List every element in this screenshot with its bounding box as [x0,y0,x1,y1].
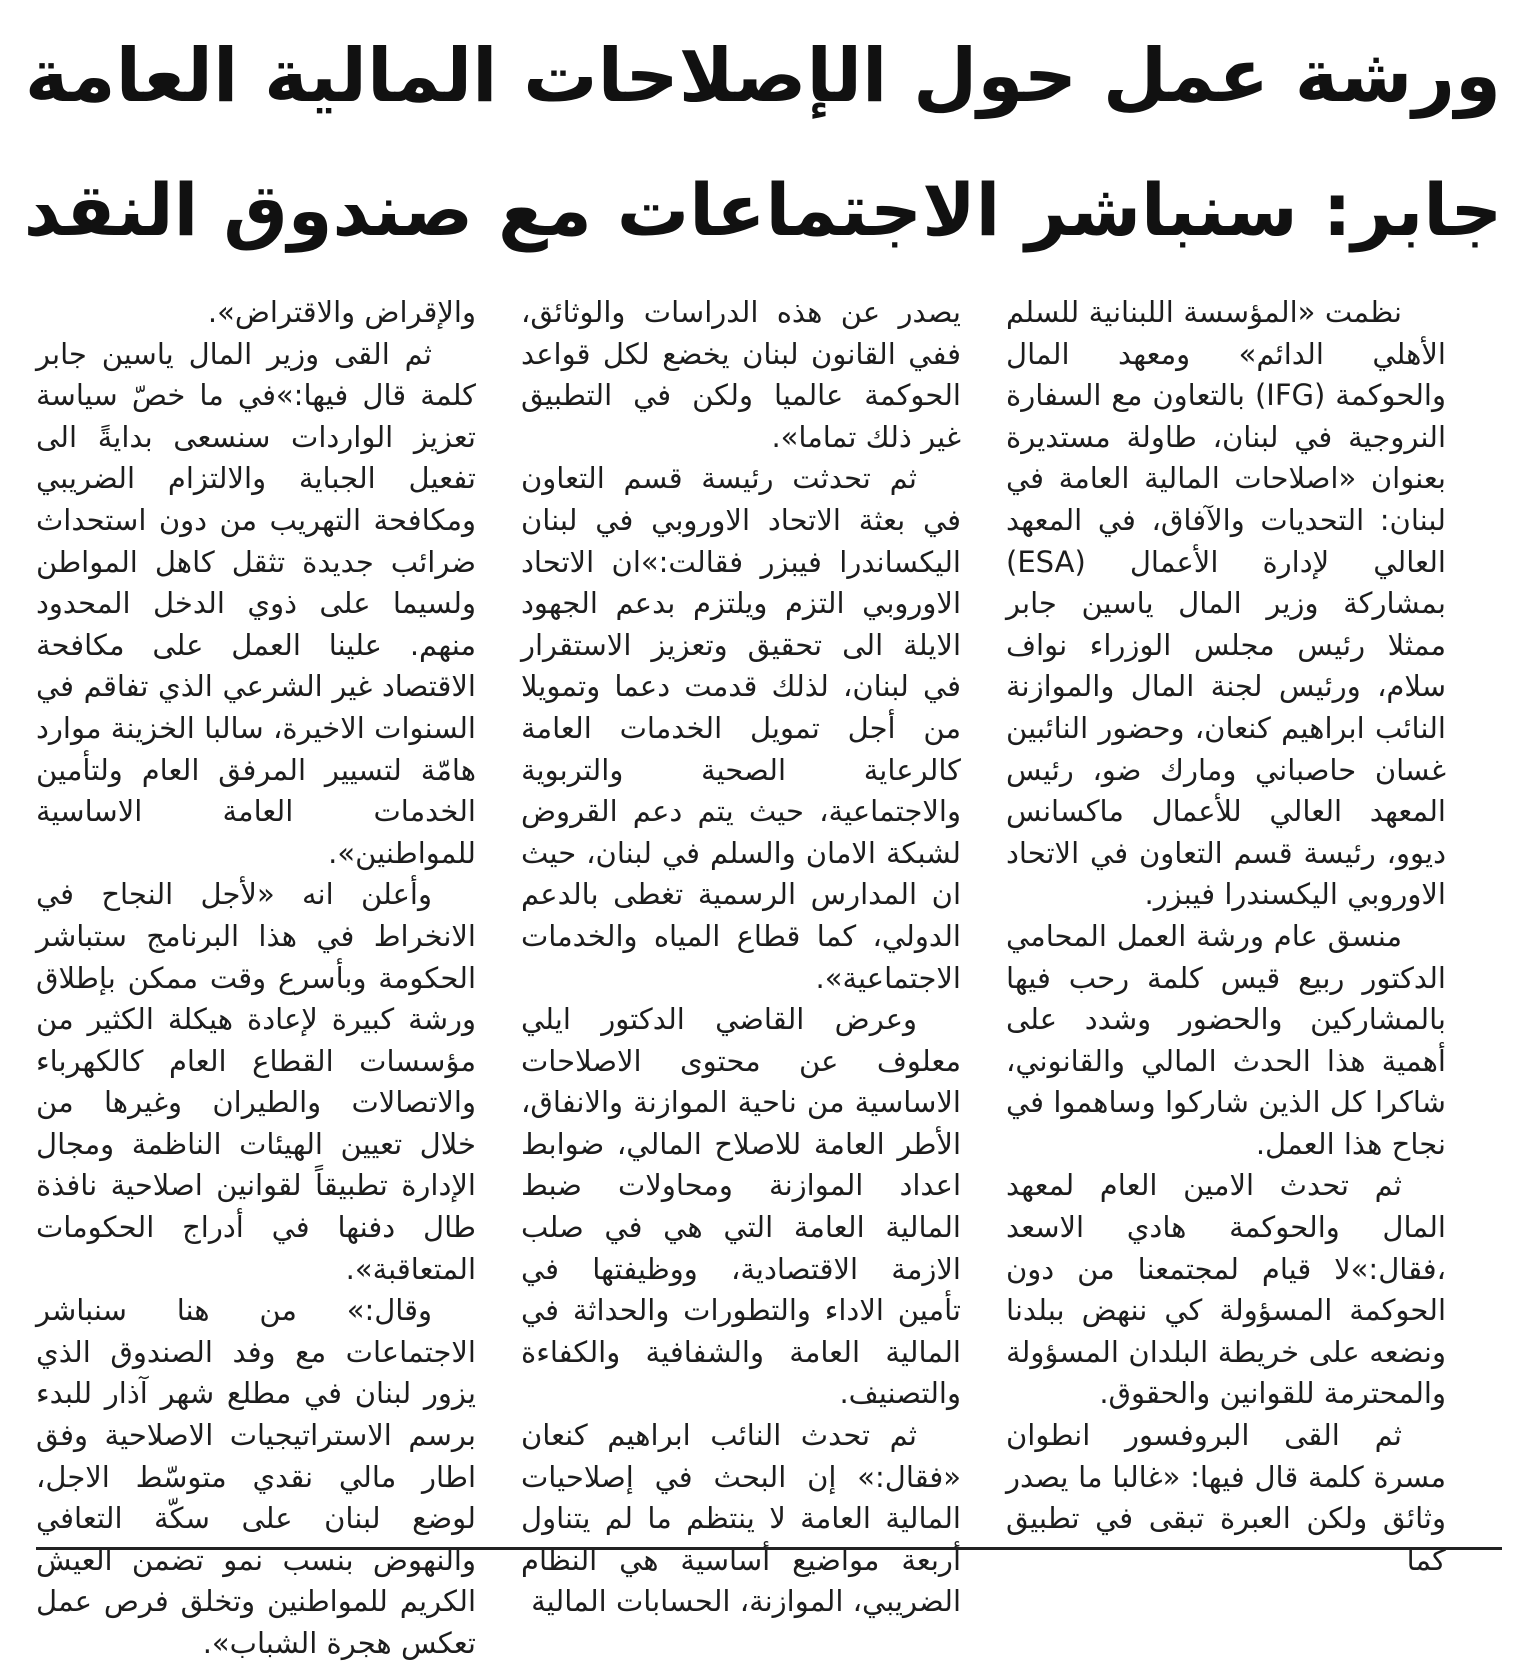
paragraph: وأعلن انه «لأجل النجاح في الانخراط في هذا البرنامج ستباشر الحكومة وبأسرع وقت ممكن بإطلاق ورشة كبيرة لإعادة هيكلة الكثير من مؤسسات القطاع العام كالكهرباء والاتصالات والطيران وغيرها من خلال تعيين الهيئات الناظمة ومجال الإدارة تطبيقاً لقوانين اصلاحية نافذة طال دفنها في أدراج الحكومات المتعاقبة». [36,877,476,1286]
paragraph: منسق عام ورشة العمل المحامي الدكتور ربيع قيس كلمة رحب فيها بالمشاركين والحضور وشدد على أهمية هذا الحدث المالي والقانوني، شاكرا كل الذين شاركوا وساهموا في نجاح هذا العمل. [1006,918,1446,1161]
paragraph: نظمت «المؤسسة اللبنانية للسلم الأهلي الدائم» ومعهد المال والحوكمة (IFG) بالتعاون مع السفارة النروجية في لبنان، طاولة مستديرة بعنوان «اصلاحات المالية العامة في لبنان: التحديات والآفاق، في المعهد العالي لإدارة الأعمال (ESA) بمشاركة وزير المال ياسين جابر ممثلا رئيس مجلس الوزراء نواف سلام، ورئيس لجنة المال والموازنة النائب ابراهيم كنعان، وحضور النائبين غسان حاصباني ومارك ضو، رئيس المعهد العالي للأعمال ماكسانس ديوو، رئيسة قسم التعاون في الاتحاد الاوروبي اليكسندرا فيبزر. [1006,295,1446,912]
headline-line-1: ورشة عمل حول الإصلاحات المالية العامة [24,33,1502,119]
paragraph: والإقراض والاقتراض». [207,295,476,329]
paragraph: ثم القى وزير المال ياسين جابر كلمة قال فيها:»في ما خصّ سياسة تعزيز الواردات سنسعى بدايةً الى تفعيل الجباية والالتزام الضريبي ومكافحة التهريب من دون استحداث ضرائب جديدة تثقل كاهل المواطن ولسيما على ذوي الدخل المحدود منهم. علينا العمل على مكافحة الاقتصاد غير الشرعي الذي تفاقم في السنوات الاخيرة، سالبا الخزينة موارد هامّة لتسيير المرفق العام ولتأمين الخدمات العامة الاساسية للمواطنين». [36,336,476,870]
paragraph: ثم تحدث النائب ابراهيم كنعان «فقال:» إن البحث في إصلاحيات المالية العامة لا ينتظم ما لم يتناول أربعة مواضيع أساسية هي النظام الضريبي، الموازنة، الحسابات المالية [521,1418,961,1619]
paragraph: ثم تحدث الامين العام لمعهد المال والحوكمة هادي الاسعد ،فقال:»لا قيام لمجتمعنا من دون الحوكمة المسؤولة كي ننهض ببلدنا ونضعه على خريطة البلدان المسؤولة والمحترمة للقوانين والحقوق. [1006,1168,1446,1411]
article-column-1 [1006,292,1446,1577]
headline-line-2: جابر: سنباشر الاجتماعات مع صندوق النقد [23,168,1503,252]
paragraph: وقال:» من هنا سنباشر الاجتماعات مع وفد الصندوق الذي يزور لبنان في مطلع شهر آذار للبدء برسم الاستراتيجيات الاصلاحية وفق اطار مالي نقدي متوسّط الاجل، لوضع لبنان على سكّة التعافي والنهوض بنسب نمو تضمن العيش الكريم للمواطنين وتخلق فرص عمل تعكس هجرة الشباب». [36,1293,476,1660]
paragraph: وعرض القاضي الدكتور ايلي معلوف عن محتوى الاصلاحات الاساسية من ناحية الموازنة والانفاق، الأطر العامة للاصلاح المالي، ضوابط اعداد الموازنة ومحاولات ضبط المالية العامة التي هي في صلب الازمة الاقتصادية، ووظيفتها في تأمين الاداء والتطورات والحداثة في المالية العامة والشفافية والكفاءة والتصنيف. [521,1002,961,1411]
article-column-2 [521,292,961,1619]
paragraph: ثم القى البروفسور انطوان مسرة كلمة قال فيها: «غالبا ما يصدر وثائق ولكن العبرة تبقى في تطبيق كما [1006,1418,1446,1577]
bottom-rule [36,1547,1502,1550]
article-column-3 [36,292,476,1660]
paragraph: يصدر عن هذه الدراسات والوثائق، ففي القانون لبنان يخضع لكل قواعد الحوكمة عالميا ولكن في التطبيق غير ذلك تماما». [521,295,961,454]
paragraph: ثم تحدثت رئيسة قسم التعاون في بعثة الاتحاد الاوروبي في لبنان اليكساندرا فيبزر فقالت:»ان الاتحاد الاوروبي التزم ويلتزم بدعم الجهود الايلة الى تحقيق وتعزيز الاستقرار في لبنان، لذلك قدمت دعما وتمويلا من أجل تمويل الخدمات العامة كالرعاية الصحية والتربوية والاجتماعية، حيث يتم دعم القروض لشبكة الامان والسلم في لبنان، حيث ان المدارس الرسمية تغطى بالدعم الدولي، كما قطاع المياه والخدمات الاجتماعية». [521,461,961,995]
